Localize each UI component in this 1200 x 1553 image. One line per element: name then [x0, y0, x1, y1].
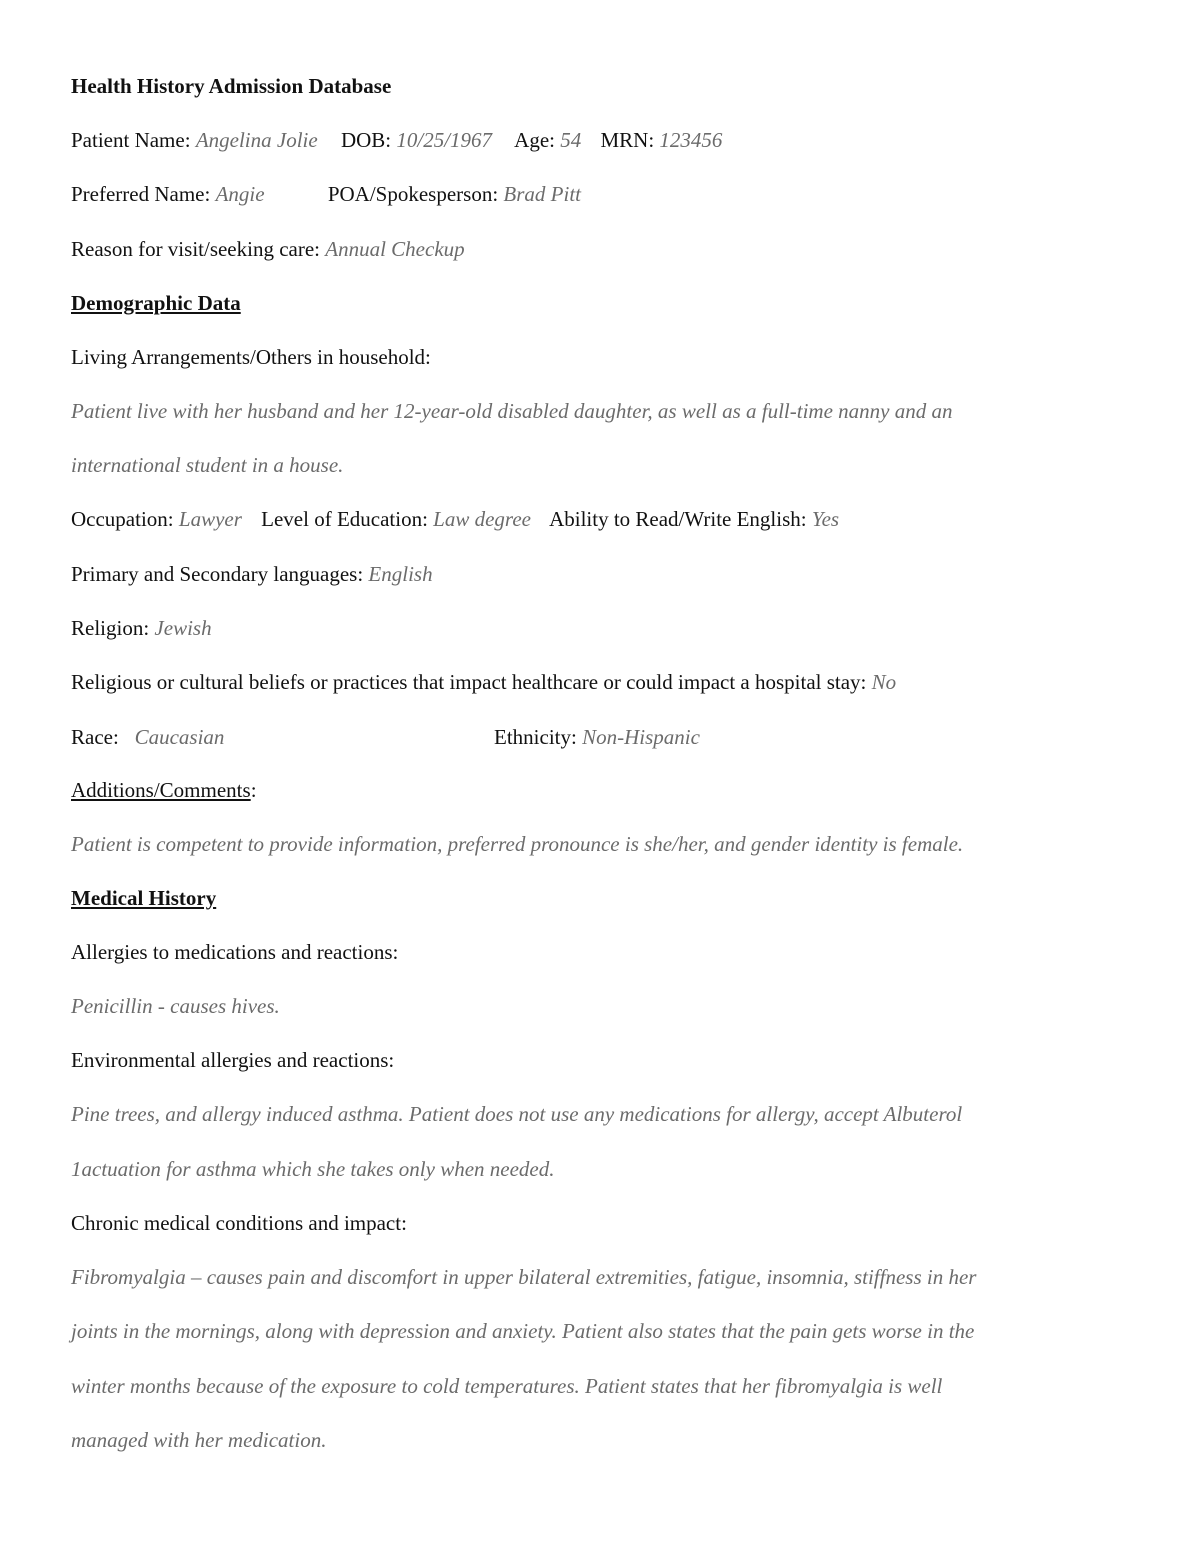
race-row — [71, 725, 224, 749]
race-value: Caucasian — [134, 725, 225, 749]
preferred-name-value: Angie — [215, 182, 265, 206]
medication-allergies-label: Allergies to medications and reactions: — [71, 940, 399, 964]
english-ability-value: Yes — [811, 507, 840, 531]
chronic-conditions-value-line-2: joints in the mornings, along with depression and anxiety. Patient also states that the pain gets worse in the — [71, 1319, 975, 1343]
preferred-name-label: Preferred Name: — [71, 182, 211, 206]
ethnicity-label: Ethnicity: — [494, 725, 577, 749]
beliefs-label: Religious or cultural beliefs or practices that impact healthcare or could impact a hospital stay: — [71, 670, 867, 694]
ethnicity-value: Non-Hispanic — [582, 725, 700, 749]
chronic-conditions-value-line-1: Fibromyalgia – causes pain and discomfort in upper bilateral extremities, fatigue, insomnia, stiffness in her — [71, 1265, 977, 1289]
comments-colon: : — [250, 778, 257, 802]
beliefs-value: No — [871, 670, 897, 694]
poa-value: Brad Pitt — [503, 182, 582, 206]
languages-label: Primary and Secondary languages: — [71, 562, 364, 586]
age-label: Age: — [514, 128, 555, 152]
dob-label: DOB: — [340, 128, 392, 152]
mrn-label: MRN: — [600, 128, 655, 152]
languages-value: English — [368, 562, 433, 586]
age-value: 54 — [560, 128, 582, 152]
occupation-label: Occupation: — [71, 507, 174, 531]
ethnicity-row — [494, 725, 700, 749]
dob-value: 10/25/1967 — [396, 128, 493, 152]
preferred-name-row — [71, 182, 581, 206]
comments-value: Patient is competent to provide information, preferred pronounce is she/her, and gender identity is female. — [71, 832, 964, 856]
patient-name-label: Patient Name: — [71, 128, 191, 152]
chronic-conditions-value-line-3: winter months because of the exposure to cold temperatures. Patient states that her fibromyalgia is well — [71, 1374, 943, 1398]
occupation-row — [71, 507, 839, 531]
languages-row — [71, 562, 433, 586]
mrn-value: 123456 — [659, 128, 723, 152]
environmental-allergies-value-line-1: Pine trees, and allergy induced asthma. Patient does not use any medications for allergy, accept Albuterol — [71, 1102, 963, 1126]
education-label: Level of Education: — [261, 507, 428, 531]
demographic-heading: Demographic Data — [71, 291, 241, 315]
reason-label: Reason for visit/seeking care: — [71, 237, 321, 261]
comments-label-row — [71, 778, 257, 802]
environmental-allergies-label: Environmental allergies and reactions: — [71, 1048, 395, 1072]
document-title: Health History Admission Database — [71, 74, 392, 98]
reason-value: Annual Checkup — [325, 237, 465, 261]
living-arrangements-label: Living Arrangements/Others in household: — [71, 345, 431, 369]
patient-identity-row — [71, 128, 722, 152]
education-value: Law degree — [433, 507, 531, 531]
living-arrangements-value-line-2: international student in a house. — [71, 453, 344, 477]
occupation-value: Lawyer — [178, 507, 242, 531]
medication-allergies-value: Penicillin - causes hives. — [71, 994, 280, 1018]
reason-row — [71, 237, 465, 261]
beliefs-row — [71, 670, 896, 694]
environmental-allergies-value-line-2: 1actuation for asthma which she takes only when needed. — [71, 1157, 555, 1181]
living-arrangements-value-line-1: Patient live with her husband and her 12-year-old disabled daughter, as well as a full-time nanny and an — [71, 399, 953, 423]
religion-label: Religion: — [71, 616, 150, 640]
medical-history-heading: Medical History — [71, 886, 217, 910]
comments-label: Additions/Comments — [71, 778, 251, 802]
race-label: Race: — [71, 725, 119, 749]
religion-row — [71, 616, 212, 640]
english-ability-label: Ability to Read/Write English: — [549, 507, 807, 531]
chronic-conditions-label: Chronic medical conditions and impact: — [71, 1211, 407, 1235]
chronic-conditions-value-line-4: managed with her medication. — [71, 1428, 327, 1452]
poa-label: POA/Spokesperson: — [327, 182, 499, 206]
patient-name-value: Angelina Jolie — [195, 128, 318, 152]
religion-value: Jewish — [154, 616, 212, 640]
